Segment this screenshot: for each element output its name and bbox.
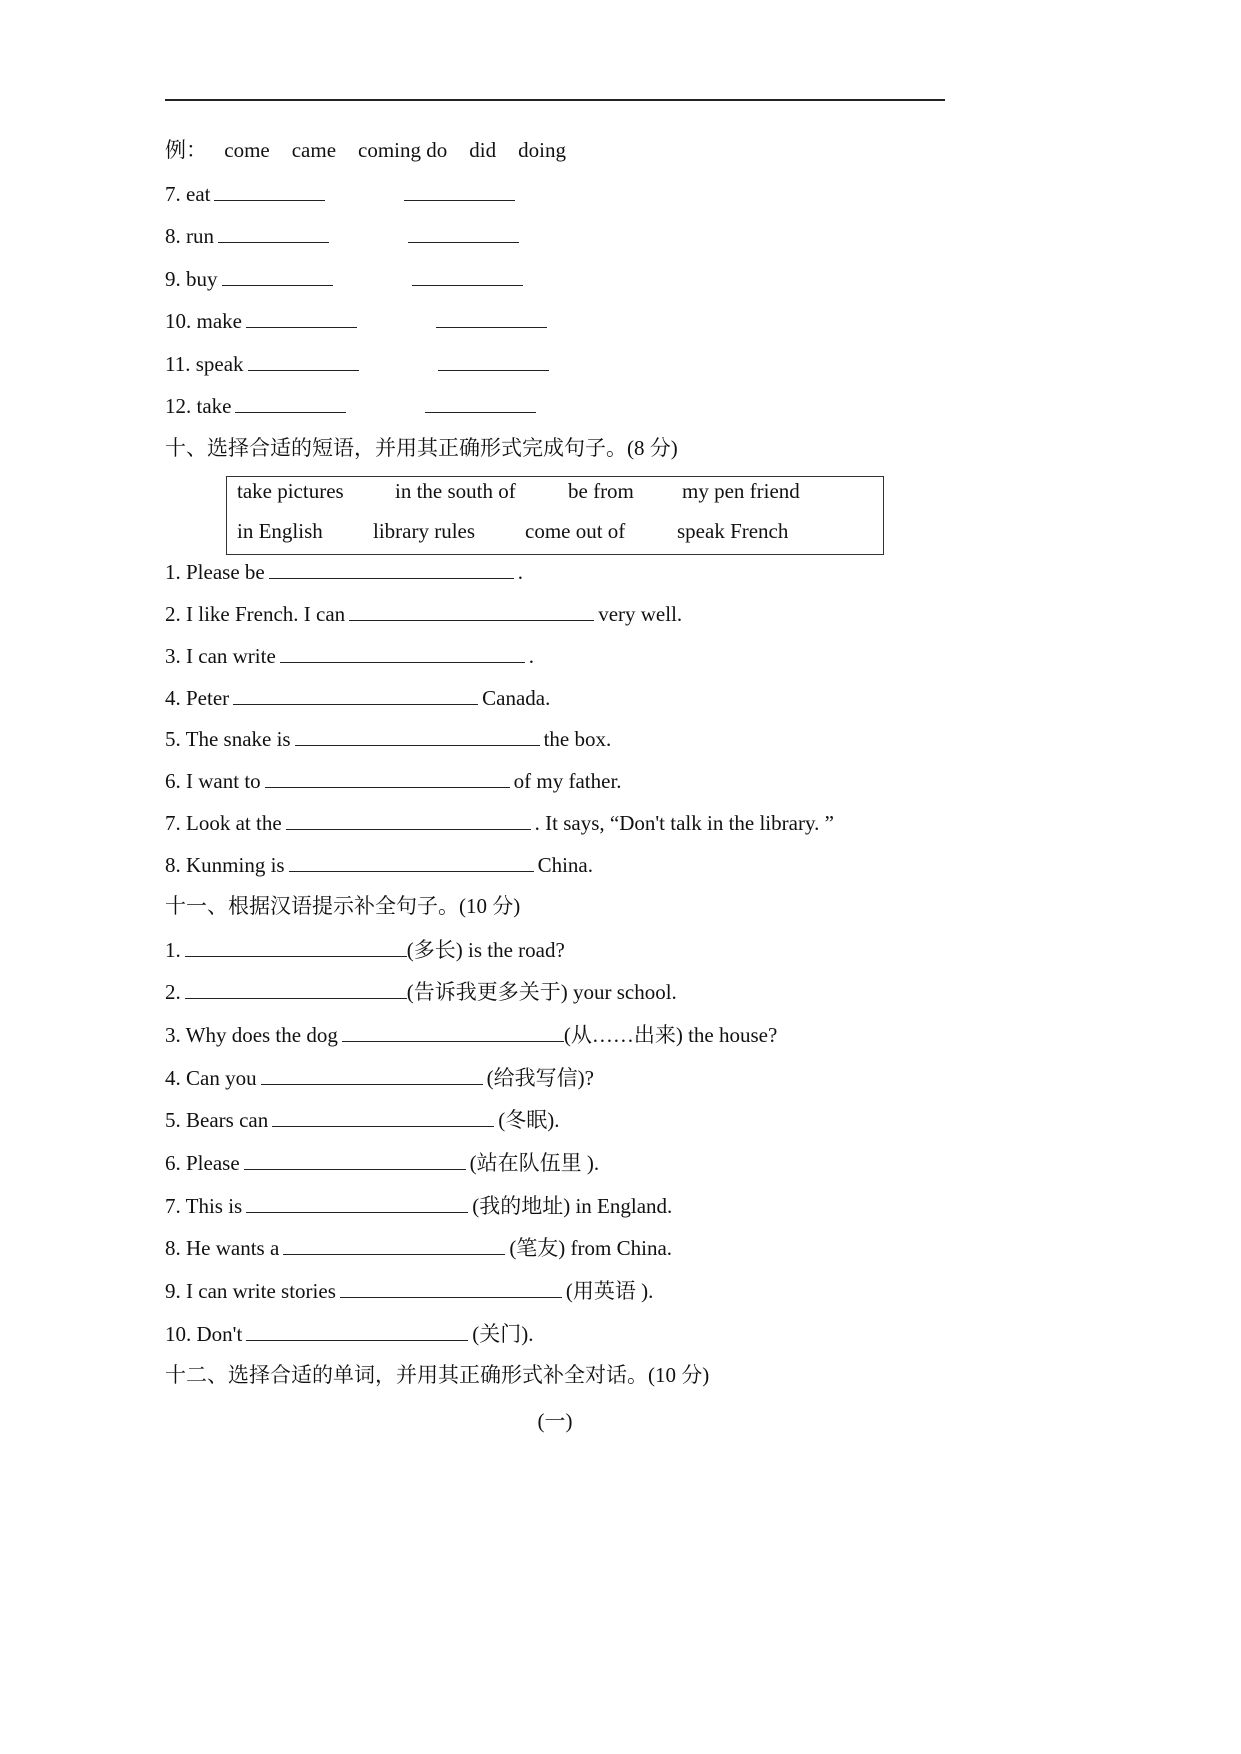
verb-item xyxy=(165,307,551,334)
sentence-text: very well. xyxy=(598,602,683,626)
sentence-text: (用英语 ). xyxy=(565,1279,654,1303)
phrase: take pictures xyxy=(237,479,344,503)
sentence-item xyxy=(165,1234,672,1261)
sentence-item xyxy=(165,851,593,878)
answer-blank[interactable] xyxy=(436,307,547,328)
answer-blank[interactable] xyxy=(289,851,534,872)
verb-item xyxy=(165,222,523,249)
sentence-text: (告诉我更多关于) your school. xyxy=(406,980,677,1004)
sentence-item xyxy=(165,936,565,963)
verb-label: 12. take xyxy=(165,394,232,418)
answer-blank[interactable] xyxy=(295,725,540,746)
answer-blank[interactable] xyxy=(214,180,325,201)
answer-blank[interactable] xyxy=(235,392,346,413)
answer-blank[interactable] xyxy=(246,1320,468,1341)
sentence-item xyxy=(165,600,682,627)
sentence-item xyxy=(165,1192,672,1219)
section-11-title: 十一、根据汉语提示补全句子。(10 分) xyxy=(165,894,521,918)
answer-blank[interactable] xyxy=(233,684,478,705)
example-word: came xyxy=(291,138,337,162)
sentence-text: (笔友) from China. xyxy=(509,1236,673,1260)
sentence-text: 1. Please be xyxy=(165,560,265,584)
answer-blank[interactable] xyxy=(185,936,407,957)
answer-blank[interactable] xyxy=(349,600,594,621)
verb-item xyxy=(165,265,527,292)
sentence-item xyxy=(165,1021,777,1048)
sentence-item xyxy=(165,725,611,752)
answer-blank[interactable] xyxy=(218,222,329,243)
answer-blank[interactable] xyxy=(283,1234,505,1255)
sentence-text: 9. I can write stories xyxy=(165,1279,336,1303)
sentence-text: 2. I like French. I can xyxy=(165,602,346,626)
phrase: speak French xyxy=(677,519,789,543)
answer-blank[interactable] xyxy=(265,767,510,788)
example-word: come xyxy=(224,138,270,162)
phrase: in English xyxy=(237,519,323,543)
sentence-text: 8. Kunming is xyxy=(165,853,285,877)
answer-blank[interactable] xyxy=(246,307,357,328)
sentence-text: 8. He wants a xyxy=(165,1236,280,1260)
answer-blank[interactable] xyxy=(185,978,407,999)
answer-blank[interactable] xyxy=(261,1064,483,1085)
sentence-item xyxy=(165,1064,594,1091)
sentence-item xyxy=(165,684,550,711)
phrase: library rules xyxy=(373,519,476,543)
sentence-text: (站在队伍里 ). xyxy=(469,1151,600,1175)
sentence-text: (给我写信)? xyxy=(486,1066,594,1090)
sentence-text: 4. Peter xyxy=(165,686,230,710)
answer-blank[interactable] xyxy=(222,265,333,286)
answer-blank[interactable] xyxy=(246,1192,468,1213)
sentence-item xyxy=(165,558,523,585)
verb-label: 10. make xyxy=(165,309,242,333)
verb-item xyxy=(165,350,553,377)
sentence-text: Canada. xyxy=(482,686,551,710)
example-label: 例： xyxy=(165,138,207,162)
phrase: be from xyxy=(568,479,634,503)
answer-blank[interactable] xyxy=(438,350,549,371)
phrase: my pen friend xyxy=(682,479,800,503)
sentence-item xyxy=(165,809,834,836)
verb-item xyxy=(165,180,519,207)
answer-blank[interactable] xyxy=(248,350,359,371)
sentence-item xyxy=(165,1149,599,1176)
example-word: doing xyxy=(518,138,566,162)
phrase: come out of xyxy=(525,519,626,543)
sentence-item xyxy=(165,642,534,669)
sentence-text: 1. xyxy=(165,938,181,962)
sentence-text: the box. xyxy=(543,727,612,751)
sentence-text: (关门). xyxy=(472,1322,534,1346)
verb-label: 7. eat xyxy=(165,182,211,206)
sentence-item xyxy=(165,1277,653,1304)
sentence-item xyxy=(165,1320,534,1347)
sentence-text: 4. Can you xyxy=(165,1066,257,1090)
answer-blank[interactable] xyxy=(404,180,515,201)
sentence-text: 7. Look at the xyxy=(165,811,282,835)
sentence-text: (多长) is the road? xyxy=(406,938,565,962)
sentence-text: 3. Why does the dog xyxy=(165,1023,338,1047)
example-line xyxy=(165,137,566,163)
answer-blank[interactable] xyxy=(286,809,531,830)
section-10-title: 十、选择合适的短语，并用其正确形式完成句子。(8 分) xyxy=(165,436,678,460)
sentence-item xyxy=(165,1106,559,1133)
sentence-text: of my father. xyxy=(513,769,622,793)
phrase-box xyxy=(226,476,884,555)
sentence-text: . xyxy=(517,560,523,584)
sentence-text: . xyxy=(528,644,535,668)
sentence-text: (冬眠). xyxy=(498,1108,560,1132)
page-number: (一) xyxy=(537,1409,573,1433)
sentence-item xyxy=(165,978,677,1005)
section-12-title: 十二、选择合适的单词，并用其正确形式补全对话。(10 分) xyxy=(165,1363,710,1387)
verb-label: 11. speak xyxy=(165,352,244,376)
sentence-text: China. xyxy=(537,853,594,877)
sentence-text: 6. I want to xyxy=(165,769,261,793)
example-word: did xyxy=(469,138,497,162)
answer-blank[interactable] xyxy=(412,265,523,286)
answer-blank[interactable] xyxy=(342,1021,564,1042)
header-rule xyxy=(165,99,945,101)
answer-blank[interactable] xyxy=(280,642,525,663)
answer-blank[interactable] xyxy=(244,1149,466,1170)
verb-label: 8. run xyxy=(165,224,214,248)
answer-blank[interactable] xyxy=(425,392,536,413)
verb-label: 9. buy xyxy=(165,267,218,291)
sentence-text: (从……出来) the house? xyxy=(563,1023,778,1047)
sentence-text: . It says, “Don't talk in the library. ” xyxy=(534,811,834,835)
answer-blank[interactable] xyxy=(340,1277,562,1298)
sentence-text: (我的地址) in England. xyxy=(472,1194,673,1218)
sentence-text: 5. Bears can xyxy=(165,1108,269,1132)
sentence-text: 3. I can write xyxy=(165,644,276,668)
sentence-item xyxy=(165,767,622,794)
sentence-text: 10. Don't xyxy=(165,1322,243,1346)
sentence-text: 6. Please xyxy=(165,1151,240,1175)
sentence-text: 2. xyxy=(165,980,181,1004)
verb-item xyxy=(165,392,540,419)
sentence-text: 5. The snake is xyxy=(165,727,291,751)
answer-blank[interactable] xyxy=(272,1106,494,1127)
answer-blank[interactable] xyxy=(408,222,519,243)
example-word: coming do xyxy=(358,138,448,162)
sentence-text: 7. This is xyxy=(165,1194,243,1218)
phrase: in the south of xyxy=(395,479,516,503)
answer-blank[interactable] xyxy=(269,558,514,579)
